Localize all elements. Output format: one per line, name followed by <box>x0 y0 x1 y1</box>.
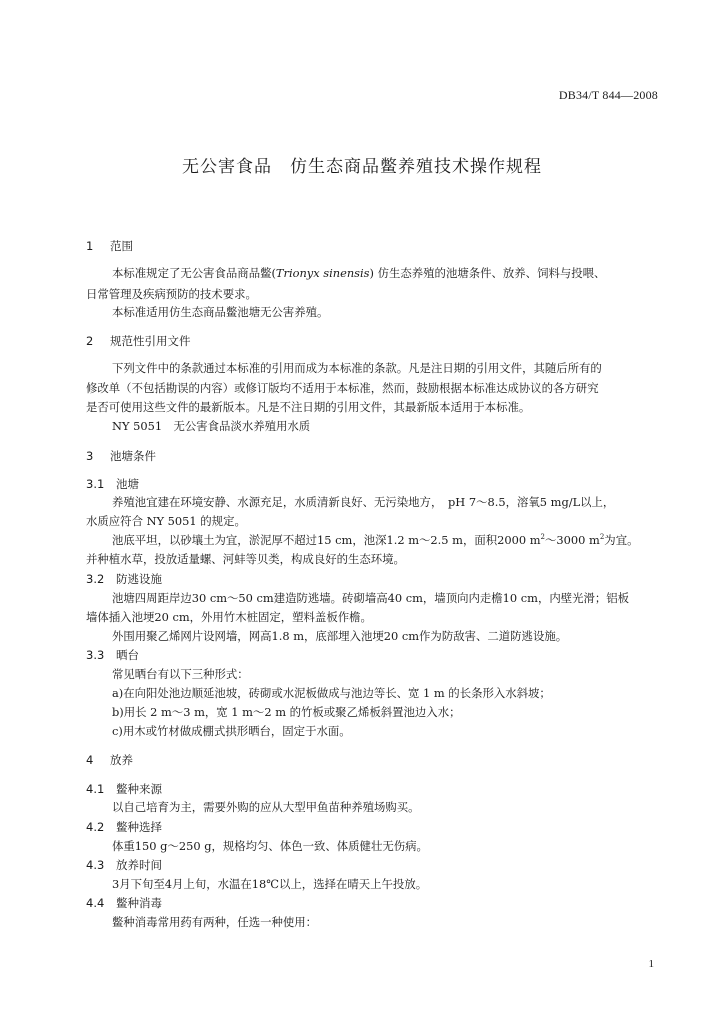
text-run: 池底平坦，以砂壤土为宜，淤泥厚不超过15 cm，池深1.2 m～2.5 m，面积2000 m <box>112 533 541 547</box>
subsection-title: 鳖种消毒 <box>116 896 162 910</box>
paragraph-line: 鳖种消毒常用药有两种，任选一种使用： <box>112 915 318 929</box>
paragraph-line: 日常管理及疾病预防的技术要求。 <box>86 287 257 301</box>
subsection-number: 4.2 <box>86 820 105 834</box>
subsection-number: 4.4 <box>86 896 105 910</box>
section-number: 1 <box>86 239 94 253</box>
paragraph-line: 下列文件中的条款通过本标准的引用而成为本标准的条款。凡是注日期的引用文件，其随后所有的 <box>112 361 602 375</box>
section-heading-4 <box>86 750 133 770</box>
standard-code: DB34/T 844—2008 <box>558 88 658 102</box>
section-title: 放养 <box>110 753 133 767</box>
list-item: b)用长 2 m～3 m，宽 1 m～2 m 的竹板或聚乙烯板斜置池边入水； <box>112 705 461 719</box>
subsection-number: 4.1 <box>86 782 105 796</box>
paragraph-line: 修改单（不包括勘误的内容）或修订版均不适用于本标准，然而，鼓励根据本标准达成协议的各方研究 <box>86 381 599 395</box>
superscript: 2 <box>540 533 546 542</box>
subsection-title: 防逃设施 <box>116 572 162 586</box>
text-run: 为宜。 <box>604 533 639 547</box>
paragraph-line: 墙体插入池埂20 cm，外用竹木桩固定，塑料盖板作檐。 <box>86 610 372 624</box>
section-title: 池塘条件 <box>110 449 156 463</box>
section-number: 2 <box>86 334 94 348</box>
paragraph-line: 是否可使用这些文件的最新版本。凡是不注日期的引用文件，其最新版本适用于本标准。 <box>86 400 531 414</box>
reference-line: NY 5051 无公害食品淡水养殖用水质 <box>112 419 311 433</box>
subsection-heading-3-2 <box>86 569 162 589</box>
paragraph-line: 本标准适用仿生态商品鳖池塘无公害养殖。 <box>112 305 329 319</box>
paragraph-line: 以自己培育为主，需要外购的应从大型甲鱼苗种养殖场购买。 <box>112 800 420 814</box>
paragraph-line: 养殖池宜建在环境安静、水源充足，水质清新良好、无污染地方， pH 7～8.5，溶氧5 mg/L以上， <box>112 495 615 509</box>
paragraph-line: 池塘四周距岸边30 cm～50 cm建造防逃墙。砖砌墙高40 cm，墙顶向内走檐10 cm，内壁光滑；铝板 <box>112 591 630 605</box>
subsection-heading-4-1 <box>86 779 162 799</box>
subsection-number: 4.3 <box>86 858 105 872</box>
list-item: a)在向阳处池边顺延池坡，砖砌或水泥板做成与池边等长、宽 1 m 的长条形入水斜坡； <box>112 686 551 700</box>
paragraph-line: 3月下旬至4月上旬，水温在18℃以上，选择在晴天上午投放。 <box>112 877 428 891</box>
section-heading-1 <box>86 236 133 256</box>
text-run: 本标准规定了无公害食品商品鳖( <box>112 266 276 280</box>
subsection-title: 鳖种来源 <box>116 782 162 796</box>
text-run: ～3000 m <box>545 533 600 547</box>
subsection-title: 池塘 <box>116 477 139 491</box>
subsection-title: 晒台 <box>116 648 139 662</box>
subsection-title: 放养时间 <box>116 858 162 872</box>
document-title: 无公害食品 仿生态商品鳖养殖技术操作规程 <box>182 157 542 177</box>
paragraph-line: 外围用聚乙烯网片设网墙，网高1.8 m，底部埋入池埂20 cm作为防敌害、二道防逃设施。 <box>112 629 568 643</box>
section-heading-3 <box>86 446 156 466</box>
subsection-number: 3.3 <box>86 648 105 662</box>
paragraph-line: 并种植水草，投放适量螺、河蚌等贝类，构成良好的生态环境。 <box>86 552 405 566</box>
section-heading-2 <box>86 331 191 351</box>
page-number: 1 <box>648 958 654 970</box>
subsection-heading-3-3 <box>86 645 139 665</box>
subsection-title: 鳖种选择 <box>116 820 162 834</box>
section-title: 范围 <box>110 239 133 253</box>
paragraph-line: 体重150 g～250 g，规格均匀、体色一致、体质健壮无伤病。 <box>112 839 428 853</box>
list-item: c)用木或竹材做成棚式拱形晒台，固定于水面。 <box>112 724 351 738</box>
latin-name: Trionyx sinensis <box>275 266 370 280</box>
subsection-number: 3.1 <box>86 477 105 491</box>
subsection-heading-4-4 <box>86 893 162 913</box>
paragraph-line <box>112 530 638 550</box>
subsection-number: 3.2 <box>86 572 105 586</box>
subsection-heading-4-2 <box>86 817 162 837</box>
section-title: 规范性引用文件 <box>110 334 191 348</box>
paragraph-line <box>112 263 605 283</box>
subsection-heading-4-3 <box>86 855 162 875</box>
paragraph-line: 水质应符合 NY 5051 的规定。 <box>86 514 246 528</box>
paragraph-line: 常见晒台有以下三种形式： <box>112 667 249 681</box>
section-number: 4 <box>86 753 94 767</box>
superscript: 2 <box>599 533 605 542</box>
subsection-heading-3-1 <box>86 474 139 494</box>
section-number: 3 <box>86 449 94 463</box>
text-run: ) 仿生态养殖的池塘条件、放养、饲料与投喂、 <box>369 266 606 280</box>
